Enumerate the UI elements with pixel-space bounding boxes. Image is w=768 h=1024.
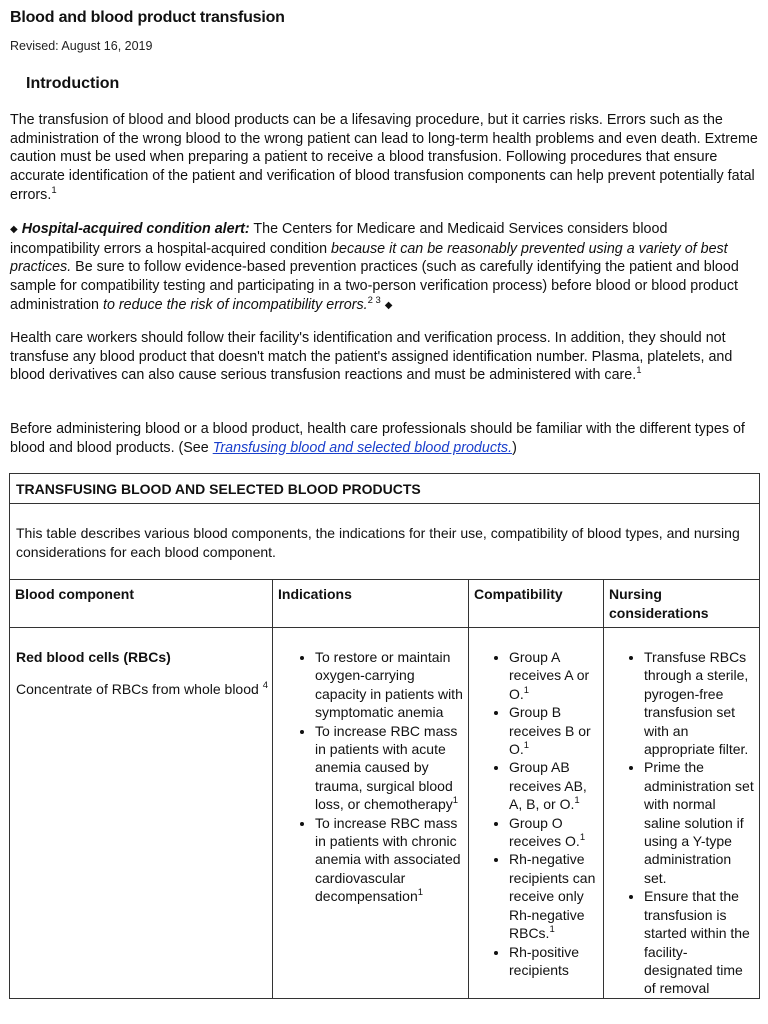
table-description: This table describes various blood components, the indications for their use, compatibility of blood types, and nursing considerations for each blood component. [10, 504, 760, 580]
blood-products-table [9, 473, 760, 999]
component-title: Red blood cells (RBCs) [16, 649, 171, 665]
alert-text: The Centers for Medicare and Medicaid Services considers blood incompatibility errors a hospital-acquired condition [10, 221, 668, 257]
worker-text: Health care workers should follow their facility's identification and verification process. In addition, they should not transfuse any blood product that doesn't match the patient's assigned identification number. Plasma, platelets, and blood derivatives can also cause serious transfusion reactions and must be administered with care. [10, 330, 733, 384]
list-item: • Transfuse RBCs through a sterile, pyrogen-free transfusion set with an appropriate filter. [644, 648, 755, 758]
table-link[interactable]: Transfusing blood and selected blood products. [212, 439, 513, 456]
worker-paragraph [10, 329, 760, 385]
list-item: • Group A receives A or O.$^1$ [509, 648, 599, 703]
page-title: Blood and blood product transfusion [10, 9, 285, 26]
list-item: • Rh-negative recipients can receive only Rh-negative RBCs.$^1$ [509, 850, 599, 942]
reference: 1 [636, 365, 642, 377]
diamond-icon: ◆ [10, 224, 18, 235]
compatibility-cell [469, 628, 604, 999]
alert-italic: because it can be reasonably prevented using a variety of best practices. [10, 240, 728, 276]
before-text-end: ) [512, 439, 517, 456]
list-item: • Group B receives B or O.$^1$ [509, 703, 599, 758]
diamond-icon: ◆ [384, 299, 393, 311]
list-item: • To restore or maintain oxygen-carrying capacity in patients with symptomatic anemia [315, 648, 464, 722]
revised-date: Revised: August 16, 2019 [10, 39, 153, 53]
alert-text: Be sure to follow evidence-based prevention practices (such as carefully identifying the patient and blood sample for compatibility testing and participating in a two-person verification process) before blood or blood product administration [10, 259, 739, 313]
component-cell [10, 628, 273, 999]
indications-cell [273, 628, 469, 999]
list-item: • To increase RBC mass in patients with chronic anemia with associated cardiovascular decompensation$^1$ [315, 814, 464, 906]
reference: 4 [262, 680, 268, 692]
list-item: • Group AB receives AB, A, B, or O.$^1$ [509, 758, 599, 813]
table-row [10, 628, 760, 999]
list-item: • Group O receives O.$^1$ [509, 814, 599, 851]
alert-italic: to reduce the risk of incompatibility errors. [102, 296, 368, 313]
column-header: Blood component [10, 580, 273, 628]
component-desc-text: Concentrate of RBCs from whole blood [16, 681, 259, 698]
column-header: Nursing considerations [604, 580, 760, 628]
before-text: Before administering blood or a blood product, health care professionals should be familiar with the different types of blood and blood products. (See [10, 421, 745, 456]
reference: 2 3 [367, 294, 381, 306]
column-header: Compatibility [469, 580, 604, 628]
list-item: • Ensure that the transfusion is started within the facility-designated time of removal [644, 887, 755, 997]
section-heading: Introduction [26, 75, 120, 92]
intro-text: The transfusion of blood and blood products can be a lifesaving procedure, but it carries risks. Errors such as the administration of the wrong blood to the wrong patient can lead to long-term health problems and even death. Extreme caution must be used when preparing a patient to receive a blood transfusion. Following procedures that ensure accurate identification of the patient and verification of blood transfusion components can help prevent potentially fatal errors. [10, 112, 758, 203]
list-item: • Rh-positive recipients [509, 943, 599, 980]
nursing-cell [604, 628, 760, 999]
reference: 1 [51, 184, 57, 196]
list-item: • To increase RBC mass in patients with acute anemia caused by trauma, surgical blood loss, or chemotherapy$^1$ [315, 722, 464, 814]
intro-paragraph [10, 111, 760, 205]
column-header: Indications [273, 580, 469, 628]
alert-paragraph [10, 220, 760, 316]
list-item: • Prime the administration set with normal saline solution if using a Y-type administration set. [644, 758, 755, 887]
table-title: TRANSFUSING BLOOD AND SELECTED BLOOD PRODUCTS [10, 474, 760, 504]
component-description [16, 680, 268, 698]
alert-label: Hospital-acquired condition alert: [21, 221, 250, 237]
before-paragraph [10, 420, 760, 457]
